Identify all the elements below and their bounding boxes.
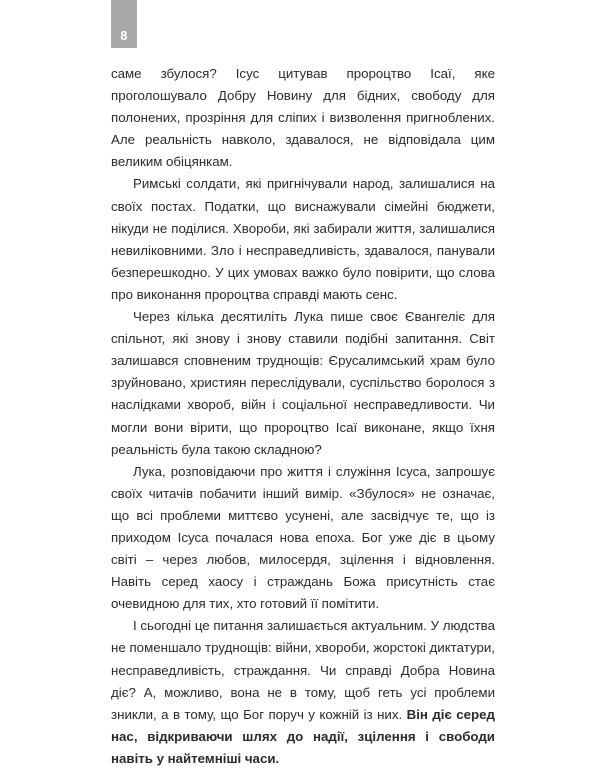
text-run: І сьогодні це питання залишається актуальним. У людства не поменшало труднощів: війни, хвороби, жорстокі диктатури, несправедливість, страждання. Чи справді Добра Новина діє? А, можливо, вона не в тому, щоб геть усі проблеми зникли, а в тому, що Бог поруч у кожній із них. (111, 618, 495, 722)
paragraph-5 (111, 615, 495, 770)
page-number-tab (111, 0, 137, 48)
emphasis-text-run: Він діє серед нас, відкриваючи шлях до надії, зцілення і свободи навіть у найтемніші часи. (111, 706, 495, 766)
body-text-column (111, 63, 495, 770)
paragraph-3 (111, 306, 495, 461)
paragraph-4 (111, 461, 495, 616)
text-run: саме збулося? Ісус цитував пророцтво Ісаї, яке проголошувало Добру Новину для бідних, свободу для полонених, прозріння для сліпих і визволення пригноблених. Але реальність навколо, здавалося, не відповідала цим великим обіцянкам. (111, 66, 495, 170)
page-number: 8 (120, 28, 128, 43)
text-run: Лука, розповідаючи про життя і служіння Ісуса, запрошує своїх читачів побачити інший вимір. «Збулося» не означає, що всі проблеми миттєво усунені, але засвідчує те, що із приходом Ісуса почалася нова епоха. Бог уже діє в цьому світі – через любов, милосердя, зцілення і відновлення. Навіть серед хаосу і страждань Божа присутність стає очевидною для тих, хто готовий її помітити. (111, 463, 495, 612)
text-run: Через кілька десятиліть Лука пише своє Євангеліє для спільнот, які знову і знову ставили подібні запитання. Світ залишався сповненим труднощів: Єрусалимський храм було зруйновано, християн переслідували, суспільство боролося з наслідками хвороб, війн і соціальної несправедливости. Чи могли вони вірити, що пророцтво Ісаї виконане, якщо їхня реальність була такою складною? (111, 309, 495, 457)
text-run: Римські солдати, які пригнічували народ, залишалися на своїх постах. Податки, що виснажували сімейні бюджети, нікуди не поділися. Хвороби, які забирали життя, залишалися невиліковними. Зло і несправедливість, здавалося, панували безперешкодно. У цих умовах важко було повірити, що слова про виконання пророцтва справді мають сенс. (111, 176, 495, 302)
paragraph-2 (111, 173, 495, 306)
paragraph-1 (111, 63, 495, 173)
